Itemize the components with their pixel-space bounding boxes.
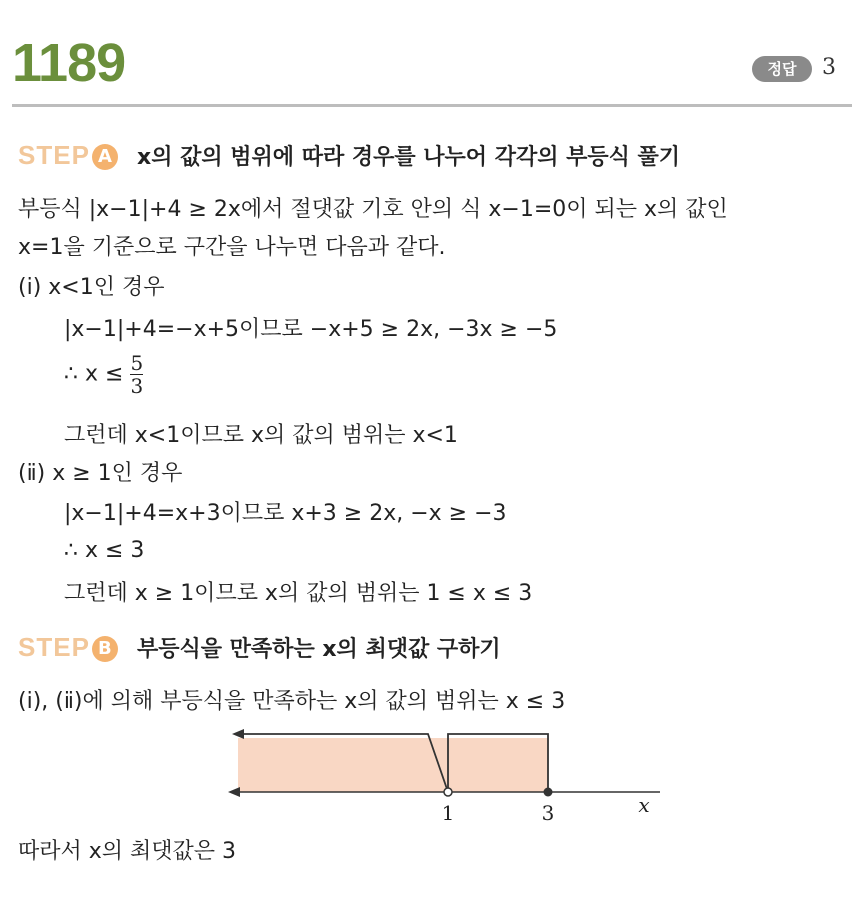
intro-line-1: 부등식 |x−1|+4 ≥ 2x에서 절댓값 기호 안의 식 x−1=0이 되는 x의 값인 <box>18 197 728 222</box>
region-x-less-than-1 <box>238 738 448 792</box>
point-3 <box>544 788 553 797</box>
final-answer: 따라서 x의 최댓값은 3 <box>18 839 237 864</box>
number-line <box>220 720 670 830</box>
step-a-letter: A <box>92 144 118 170</box>
case-1-equation: |x−1|+4=−x+5이므로 −x+5 ≥ 2x, −3x ≥ −5 <box>64 317 558 342</box>
fraction-numerator: 5 <box>130 351 144 375</box>
step-a-heading: x의 값의 범위에 따라 경우를 나누어 각각의 부등식 풀기 <box>137 145 681 170</box>
problem-number: 1189 <box>12 33 126 93</box>
step-a-tag: STEP <box>18 140 90 170</box>
case-2-label: (ⅱ) x ≥ 1인 경우 <box>18 461 183 486</box>
case-2-conclusion: 그런데 x ≥ 1이므로 x의 값의 범위는 1 ≤ x ≤ 3 <box>64 581 533 606</box>
fraction-denominator: 3 <box>130 374 144 398</box>
step-b-tag: STEP <box>18 632 90 662</box>
intro-line-2: x=1을 기준으로 구간을 나누면 다음과 같다. <box>18 235 446 260</box>
tick-label-1: 1 <box>441 801 455 825</box>
axis-left-arrow <box>228 787 240 797</box>
case-1-fraction <box>130 352 143 397</box>
case-1-therefore <box>64 352 143 397</box>
answer-value: 3 <box>822 55 836 80</box>
combined-result: (ⅰ), (ⅱ)에 의해 부등식을 만족하는 x의 값의 범위는 x ≤ 3 <box>18 689 566 714</box>
axis-label-x: x <box>638 793 650 817</box>
answer-badge: 정답 <box>752 56 812 82</box>
case-2-therefore: ∴ x ≤ 3 <box>64 538 145 563</box>
step-b-letter: B <box>92 636 118 662</box>
point-1 <box>444 788 452 796</box>
tick-label-3: 3 <box>541 801 555 825</box>
region-1-to-3 <box>448 738 548 792</box>
step-a-header <box>18 140 680 171</box>
step-b-header <box>18 632 501 663</box>
bracket-left-arrow <box>232 729 244 739</box>
case-1-conclusion: 그런데 x<1이므로 x의 값의 범위는 x<1 <box>64 423 458 448</box>
case-2-equation: |x−1|+4=x+3이므로 x+3 ≥ 2x, −x ≥ −3 <box>64 501 507 526</box>
case-1-therefore-prefix: ∴ x ≤ <box>64 361 124 387</box>
header-divider <box>12 104 852 107</box>
step-b-heading: 부등식을 만족하는 x의 최댓값 구하기 <box>137 637 501 662</box>
case-1-label: (ⅰ) x<1인 경우 <box>18 275 165 300</box>
